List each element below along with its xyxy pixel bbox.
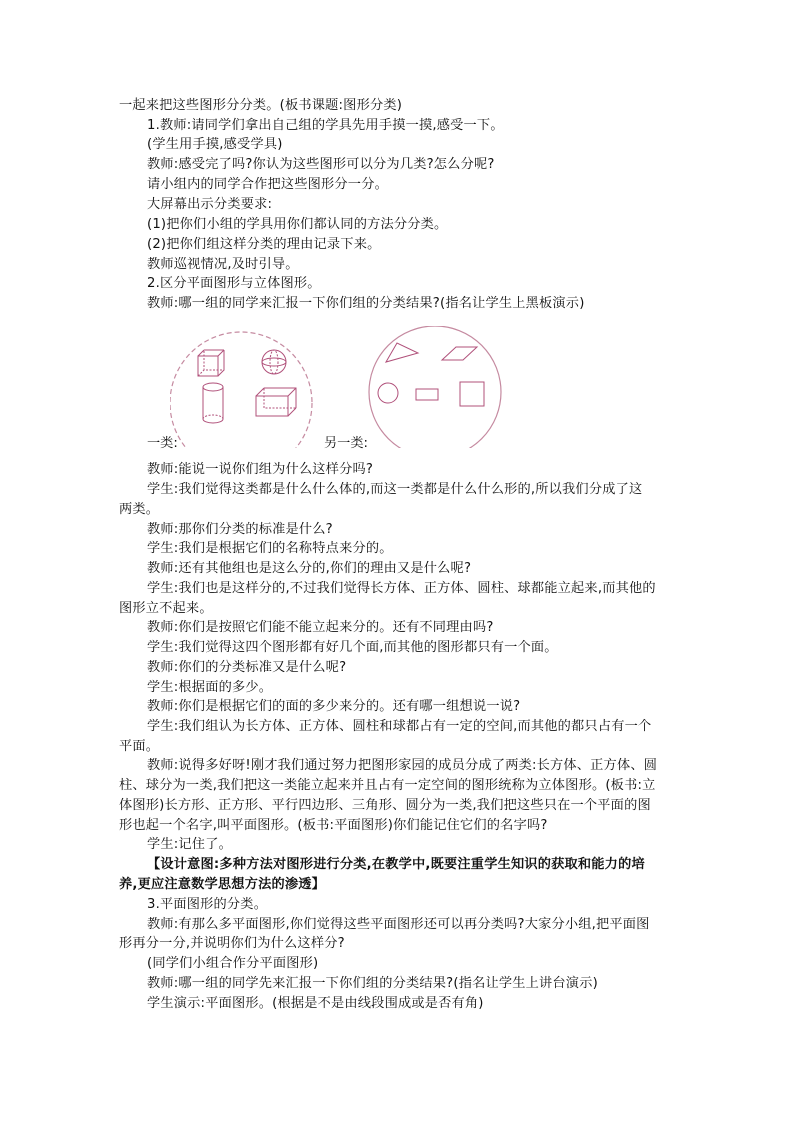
design-intent-line: 养,更应注意数学思想方法的渗透】 bbox=[119, 877, 326, 892]
text-line: 教师:那你们分类的标准是什么? bbox=[147, 522, 333, 537]
text-line: 教师:你们是按照它们能不能立起来分的。还有不同理由吗? bbox=[147, 620, 494, 635]
text-line: 教师:有那么多平面图形,你们觉得这些平面图形还可以再分类吗?大家分小组,把平面图 bbox=[147, 917, 650, 932]
text-line: 请小组内的同学合作把这些图形分一分。 bbox=[147, 177, 388, 192]
sphere-icon bbox=[262, 350, 286, 374]
text-line: 两类。 bbox=[119, 502, 160, 517]
circle-shape-icon bbox=[378, 383, 398, 403]
cylinder-icon bbox=[203, 383, 223, 423]
text-line: 教师:能说一说你们组为什么这样分吗? bbox=[147, 462, 374, 477]
text-line: 教师:你们是根据它们的面的多少来分的。还有哪一组想说一说? bbox=[147, 699, 521, 714]
square-icon bbox=[460, 382, 484, 406]
text-line: 图形立不起来。 bbox=[119, 601, 213, 616]
text-line: 形再分一分,并说明你们为什么这样分? bbox=[119, 936, 345, 951]
text-line: 学生:根据面的多少。 bbox=[147, 680, 273, 695]
text-line: 教师:你们的分类标准又是什么呢? bbox=[147, 660, 347, 675]
text-line: 1.教师:请同学们拿出自己组的学具先用手摸一摸,感受一下。 bbox=[147, 118, 504, 133]
parallelogram-icon bbox=[442, 347, 477, 360]
text-line: 学生:我们组认为长方体、正方体、圆柱和球都占有一定的空间,而其他的都只占有一个 bbox=[147, 719, 652, 734]
design-intent-line: 【设计意图:多种方法对图形进行分类,在教学中,既要注重学生知识的获取和能力的培 bbox=[147, 857, 645, 872]
text-line: 平面。 bbox=[119, 739, 160, 754]
text-line: 柱、球分为一类,我们把这一类能立起来并且占有一定空间的图形统称为立体图形。(板书:立 bbox=[119, 778, 656, 793]
text-line: 学生:我们也是这样分的,不过我们觉得长方体、正方体、圆柱、球都能立起来,而其他的 bbox=[147, 581, 656, 596]
triangle-icon bbox=[386, 343, 418, 362]
cube-icon bbox=[198, 350, 224, 376]
text-line: (2)把你们组这样分类的理由记录下来。 bbox=[147, 237, 381, 252]
plane-shapes-circle bbox=[369, 326, 501, 448]
text-line: 教师:哪一组的同学来汇报一下你们组的分类结果?(指名让学生上黑板演示) bbox=[147, 296, 585, 311]
text-line: 学生:我们觉得这类都是什么什么体的,而这一类都是什么什么形的,所以我们分成了这 bbox=[147, 482, 643, 497]
figure-label-right: 另一类: bbox=[324, 436, 369, 451]
shape-groups-figure bbox=[170, 326, 510, 448]
text-line: 学生:我们觉得这四个图形都有好几个面,而其他的图形都只有一个面。 bbox=[147, 640, 558, 655]
rectangle-icon bbox=[416, 389, 438, 400]
text-line: 3.平面图形的分类。 bbox=[147, 897, 268, 912]
text-line: 教师巡视情况,及时引导。 bbox=[147, 257, 299, 272]
text-line: 形也起一个名字,叫平面图形。(板书:平面图形)你们能记住它们的名字吗? bbox=[119, 818, 548, 833]
text-line: (同学们小组合作分平面图形) bbox=[147, 956, 319, 971]
text-line: 学生演示:平面图形。(根据是不是由线段围成或是否有角) bbox=[147, 996, 484, 1011]
text-line: 体图形)长方形、正方形、平行四边形、三角形、圆分为一类,我们把这些只在一个平面的图 bbox=[119, 798, 651, 813]
text-line: 教师:说得多好呀!刚才我们通过努力把图形家园的成员分成了两类:长方体、正方体、圆 bbox=[147, 758, 658, 773]
text-line: 大屏幕出示分类要求: bbox=[147, 197, 273, 212]
text-line: 学生:我们是根据它们的名称特点来分的。 bbox=[147, 541, 393, 556]
text-line: 教师:还有其他组也是这么分的,你们的理由又是什么呢? bbox=[147, 561, 472, 576]
cuboid-icon bbox=[256, 388, 296, 416]
text-line: 一起来把这些图形分分类。(板书课题:图形分类) bbox=[119, 98, 403, 113]
text-line: 2.区分平面图形与立体图形。 bbox=[147, 276, 321, 291]
solid-shapes-circle bbox=[170, 332, 312, 448]
figure-label-left: 一类: bbox=[147, 436, 178, 451]
text-line: 教师:感受完了吗?你认为这些图形可以分为几类?怎么分呢? bbox=[147, 157, 495, 172]
text-line: (学生用手摸,感受学具) bbox=[147, 137, 283, 152]
text-line: 教师:哪一组的同学先来汇报一下你们组的分类结果?(指名让学生上讲台演示) bbox=[147, 976, 598, 991]
text-line: (1)把你们小组的学具用你们都认同的方法分分类。 bbox=[147, 217, 448, 232]
text-line: 学生:记住了。 bbox=[147, 837, 232, 852]
